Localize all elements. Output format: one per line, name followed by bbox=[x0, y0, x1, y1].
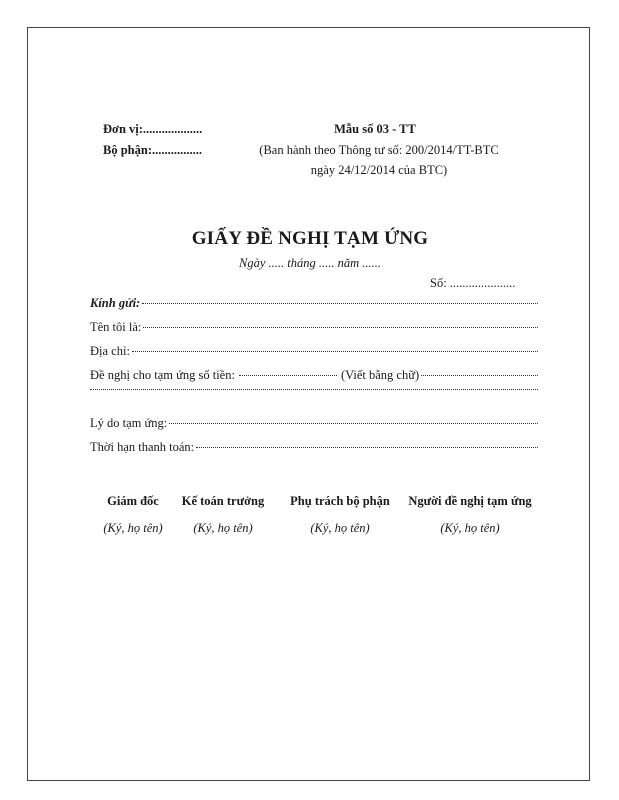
field-to bbox=[90, 296, 538, 311]
field-deadline bbox=[90, 440, 538, 455]
field-name bbox=[90, 320, 538, 335]
field-reason-input[interactable] bbox=[169, 423, 538, 424]
field-amount-cont bbox=[90, 392, 538, 393]
signature-department-head bbox=[280, 494, 400, 536]
dept-line bbox=[103, 143, 202, 158]
field-amount-input[interactable] bbox=[239, 375, 337, 376]
field-address-input[interactable] bbox=[132, 351, 538, 352]
field-name-label: Tên tôi là: bbox=[90, 320, 142, 334]
field-deadline-label: Thời hạn thanh toán: bbox=[90, 440, 195, 454]
signature-note: (Ký, họ tên) bbox=[310, 521, 370, 535]
form-number: Mẫu số 03 - TT bbox=[334, 122, 416, 136]
signature-chief-accountant bbox=[168, 494, 278, 536]
unit-dots[interactable]: ................... bbox=[142, 122, 203, 136]
signature-title: Kế toán trưởng bbox=[181, 494, 265, 508]
field-amount-words-input[interactable] bbox=[421, 375, 538, 376]
field-address bbox=[90, 344, 538, 359]
unit-label: Đơn vị: bbox=[103, 122, 143, 136]
field-reason-label: Lý do tạm ứng: bbox=[90, 416, 168, 430]
field-to-input[interactable] bbox=[142, 303, 538, 304]
field-amount-words-label: (Viết bằng chữ) bbox=[340, 368, 420, 382]
field-to-label: Kính gửi: bbox=[90, 296, 141, 310]
number-line: Số: ..................... bbox=[430, 276, 516, 290]
signature-title: Người đề nghị tạm ứng bbox=[408, 494, 532, 508]
issued-line-2: ngày 24/12/2014 của BTC) bbox=[310, 163, 448, 177]
field-amount bbox=[90, 368, 538, 383]
document-title: GIẤY ĐỀ NGHỊ TẠM ỨNG bbox=[191, 228, 429, 249]
field-reason bbox=[90, 416, 538, 431]
page-border bbox=[27, 27, 590, 781]
signature-note: (Ký, họ tên) bbox=[440, 521, 500, 535]
field-amount-cont-input[interactable] bbox=[90, 389, 538, 390]
unit-line bbox=[103, 122, 202, 137]
field-amount-label: Đề nghị cho tạm ứng số tiền: bbox=[90, 368, 235, 382]
field-deadline-input[interactable] bbox=[196, 447, 538, 448]
date-line: Ngày ..... tháng ..... năm ...... bbox=[238, 256, 381, 270]
signature-director bbox=[88, 494, 178, 536]
signature-title: Phụ trách bộ phận bbox=[290, 494, 390, 508]
signature-requester bbox=[400, 494, 540, 536]
dept-label: Bộ phận: bbox=[103, 143, 152, 157]
issued-line-1: (Ban hành theo Thông tư số: 200/2014/TT-BTC bbox=[259, 143, 499, 157]
signature-note: (Ký, họ tên) bbox=[193, 521, 253, 535]
signature-title: Giám đốc bbox=[107, 494, 159, 508]
dept-dots[interactable]: ................ bbox=[151, 143, 202, 157]
signature-note: (Ký, họ tên) bbox=[103, 521, 163, 535]
field-name-input[interactable] bbox=[143, 327, 538, 328]
field-address-label: Địa chỉ: bbox=[90, 344, 130, 358]
